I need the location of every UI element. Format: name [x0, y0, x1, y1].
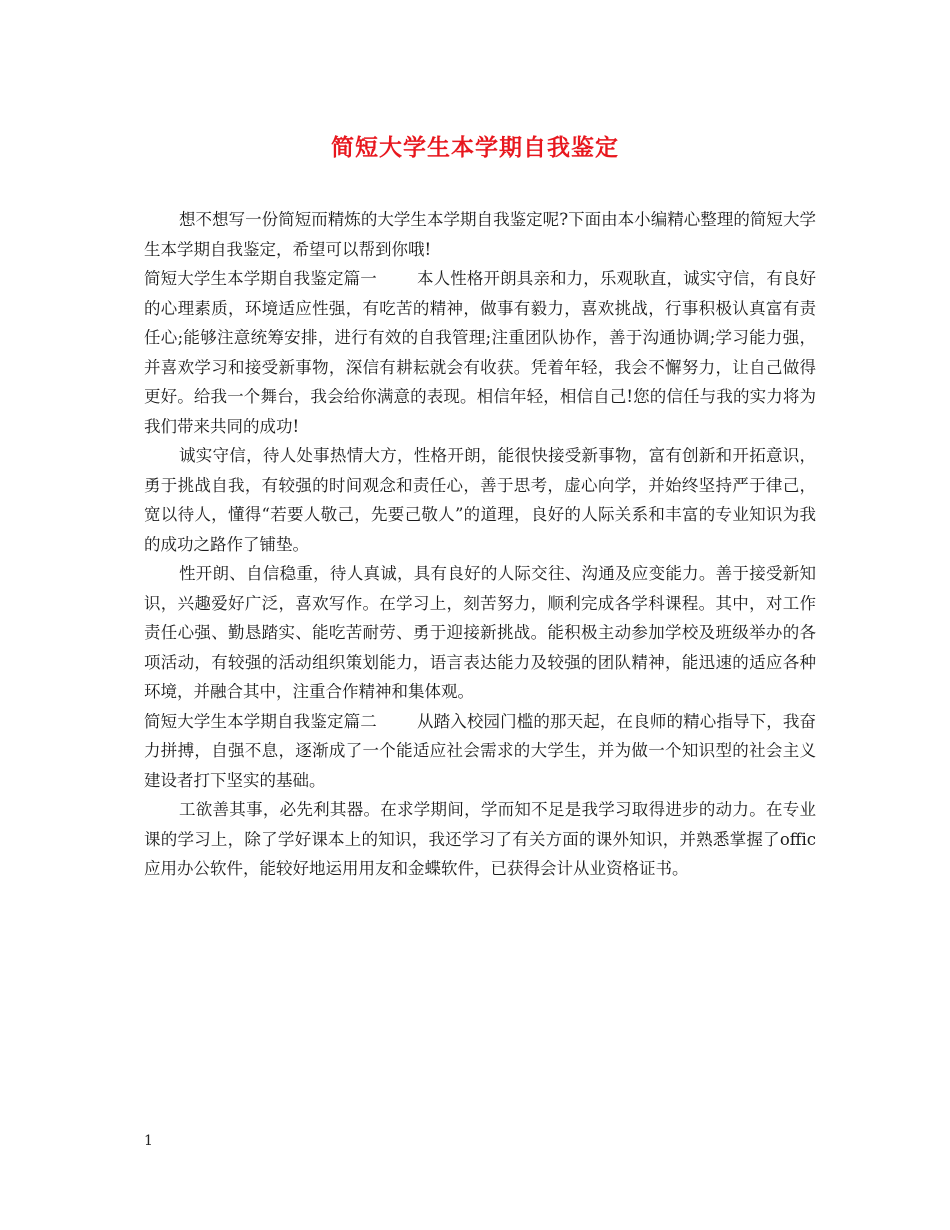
section-one-text: 本人性格开朗具亲和力，乐观耿直，诚实守信，有良好的心理素质，环境适应性强，有吃苦的精神，做事有毅力，喜欢挑战，行事积极认真富有责任心;能够注意统筹安排，进行有效的自我管理;注重团队协作，善于沟通协调;学习能力强，并喜欢学习和接受新事物，深信有耕耘就会有收获。凭着年轻，我会不懈努力，让自己做得更好。给我一个舞台，我会给你满意的表现。相信年轻，相信自己!您的信任与我的实力将为我们带来共同的成功!: [144, 269, 817, 436]
paragraph-study: 工欲善其事，必先利其器。在求学期间，学而知不足是我学习取得进步的动力。在专业课的学习上，除了学好课本上的知识，我还学习了有关方面的课外知识，并熟悉掌握了offic应用办公软件，能较好地运用用友和金蝶软件，已获得会计从业资格证书。: [144, 800, 816, 878]
paragraph-personality: 性开朗、自信稳重，待人真诚，具有良好的人际交往、沟通及应变能力。善于接受新知识，兴趣爱好广泛，喜欢写作。在学习上，刻苦努力，顺利完成各学科课程。其中，对工作责任心强、勤恳踏实、能吃苦耐劳、勇于迎接新挑战。能积极主动参加学校及班级举办的各项活动，有较强的活动组织策划能力，语言表达能力及较强的团队精神，能迅速的适应各种环境，并融合其中，注重合作精神和集体观。: [144, 564, 816, 701]
section-two-text: 从踏入校园门槛的那天起，在良师的精心指导下，我奋力拼搏，自强不息，逐渐成了一个能适应社会需求的大学生，并为做一个知识型的社会主义建设者打下坚实的基础。: [144, 711, 817, 790]
paragraph-section-two: [144, 707, 816, 796]
document-title: 简短大学生本学期自我鉴定: [331, 134, 619, 161]
paragraph-section-one: [144, 264, 816, 441]
paragraph-honesty: 诚实守信，待人处事热情大方，性格开朗，能很快接受新事物，富有创新和开拓意识，勇于挑战自我，有较强的时间观念和责任心，善于思考，虚心向学，并始终坚持严于律己，宽以待人，懂得“若要人敬己，先要己敬人”的道理，良好的人际关系和丰富的专业知识为我的成功之路作了铺垫。: [144, 446, 816, 554]
page-number: 1: [144, 1133, 153, 1149]
section-heading-one: 简短大学生本学期自我鉴定篇一: [144, 269, 377, 288]
document-body: [144, 205, 816, 884]
section-heading-two: 简短大学生本学期自我鉴定篇二: [144, 711, 377, 731]
paragraph-intro: 想不想写一份简短而精炼的大学生本学期自我鉴定呢?下面由本小编精心整理的简短大学生本学期自我鉴定，希望可以帮到你哦!: [144, 210, 816, 259]
